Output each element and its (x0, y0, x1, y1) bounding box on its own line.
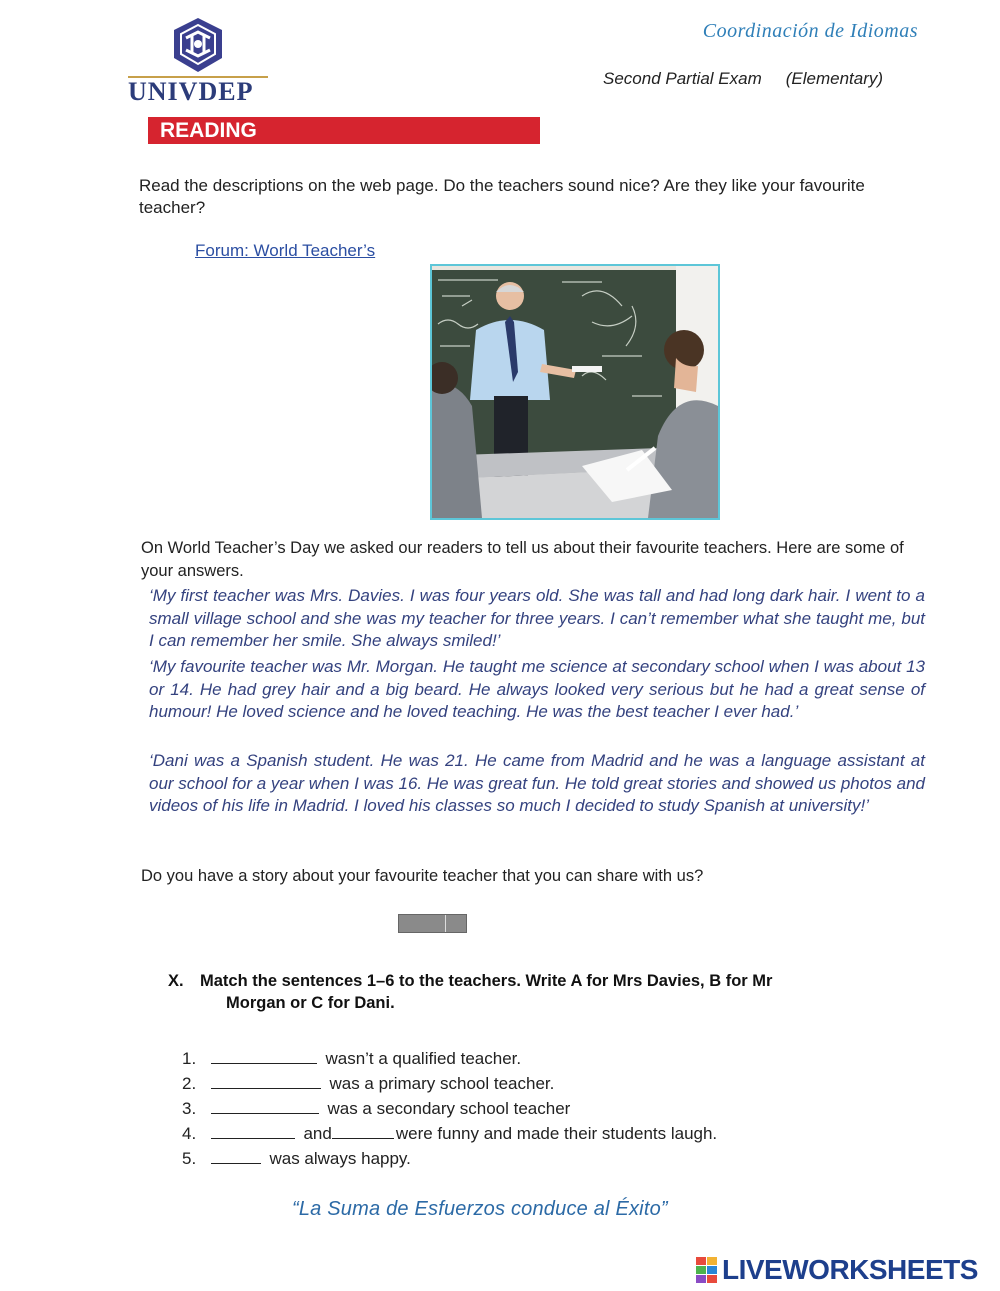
list-item (182, 1121, 717, 1146)
item-number: 1. (182, 1049, 197, 1068)
list-item (182, 1096, 717, 1121)
list-item (182, 1146, 717, 1171)
univdep-logo-icon (168, 16, 228, 74)
lead-text: On World Teacher’s Day we asked our readers to tell us about their favourite teachers. Here are some of your answers. (141, 539, 904, 580)
story-question: Do you have a story about your favourite teacher that you can share with us? (141, 867, 704, 885)
quote-mr-morgan: ‘My favourite teacher was Mr. Morgan. He taught me science at secondary school when I was about 13 or 14. He had grey hair and a big beard. He always looked very serious but he had a great sense of humour! He loved science and he loved teaching. He was the best teacher I ever had.’ (149, 657, 925, 721)
item-text: was a primary school teacher. (329, 1074, 555, 1093)
item-text: was always happy. (269, 1149, 411, 1168)
quote-mrs-davies: ‘My first teacher was Mrs. Davies. I was four years old. She was tall and had long dark hair. I went to a small village school and she was my teacher for three years. I can’t remember what she taught me, but I can remember her smile. She always smiled!’ (149, 586, 925, 650)
task-number: X. (168, 972, 184, 990)
answer-blank[interactable] (211, 1122, 295, 1139)
item-number: 3. (182, 1099, 197, 1118)
instructions: Read the descriptions on the web page. Do the teachers sound nice? Are they like your favourite teacher? (139, 176, 865, 217)
item-number: 5. (182, 1149, 197, 1168)
task-line-1: Match the sentences 1–6 to the teachers. Write A for Mrs Davies, B for Mr (200, 972, 773, 990)
task-instructions (168, 970, 848, 1014)
liveworksheets-logo-icon (696, 1257, 718, 1283)
forum-link[interactable]: Forum: World Teacher’s (195, 241, 376, 260)
answer-blank[interactable] (332, 1122, 394, 1139)
item-number: 4. (182, 1124, 197, 1143)
classroom-photo (430, 264, 720, 520)
answer-blank[interactable] (211, 1147, 261, 1164)
answer-blank[interactable] (211, 1047, 317, 1064)
item-number: 2. (182, 1074, 197, 1093)
department-title: Coordinación de Idiomas (702, 20, 918, 42)
section-title: READING (148, 117, 540, 144)
exam-name: Second Partial Exam (603, 69, 762, 88)
item-text: were funny and made their students laugh. (395, 1124, 718, 1143)
exam-level: (Elementary) (785, 69, 884, 88)
item-connector: and (303, 1124, 332, 1143)
list-item (182, 1071, 717, 1096)
hidden-widget-button[interactable] (398, 914, 467, 933)
answer-blank[interactable] (211, 1072, 321, 1089)
task-line-2: Morgan or C for Dani. (226, 994, 395, 1012)
answer-blank[interactable] (211, 1097, 319, 1114)
item-text: wasn’t a qualified teacher. (325, 1049, 522, 1068)
motto: “La Suma de Esfuerzos conduce al Éxito” (292, 1198, 668, 1220)
watermark-text: LIVEWORKSHEETS (722, 1254, 978, 1285)
quote-dani: ‘Dani was a Spanish student. He was 21. He came from Madrid and he was a language assistant at our school for a year when I was 16. He was great fun. He told great stories and showed us photos and videos of his life in Madrid. I loved his classes so much I decided to study Spanish at university!’ (149, 751, 925, 815)
answer-list (182, 1046, 717, 1171)
item-text: was a secondary school teacher (327, 1099, 571, 1118)
logo-text: UNIVDEP (128, 76, 268, 105)
liveworksheets-watermark (696, 1254, 992, 1286)
exam-title (603, 69, 883, 89)
list-item (182, 1046, 717, 1071)
